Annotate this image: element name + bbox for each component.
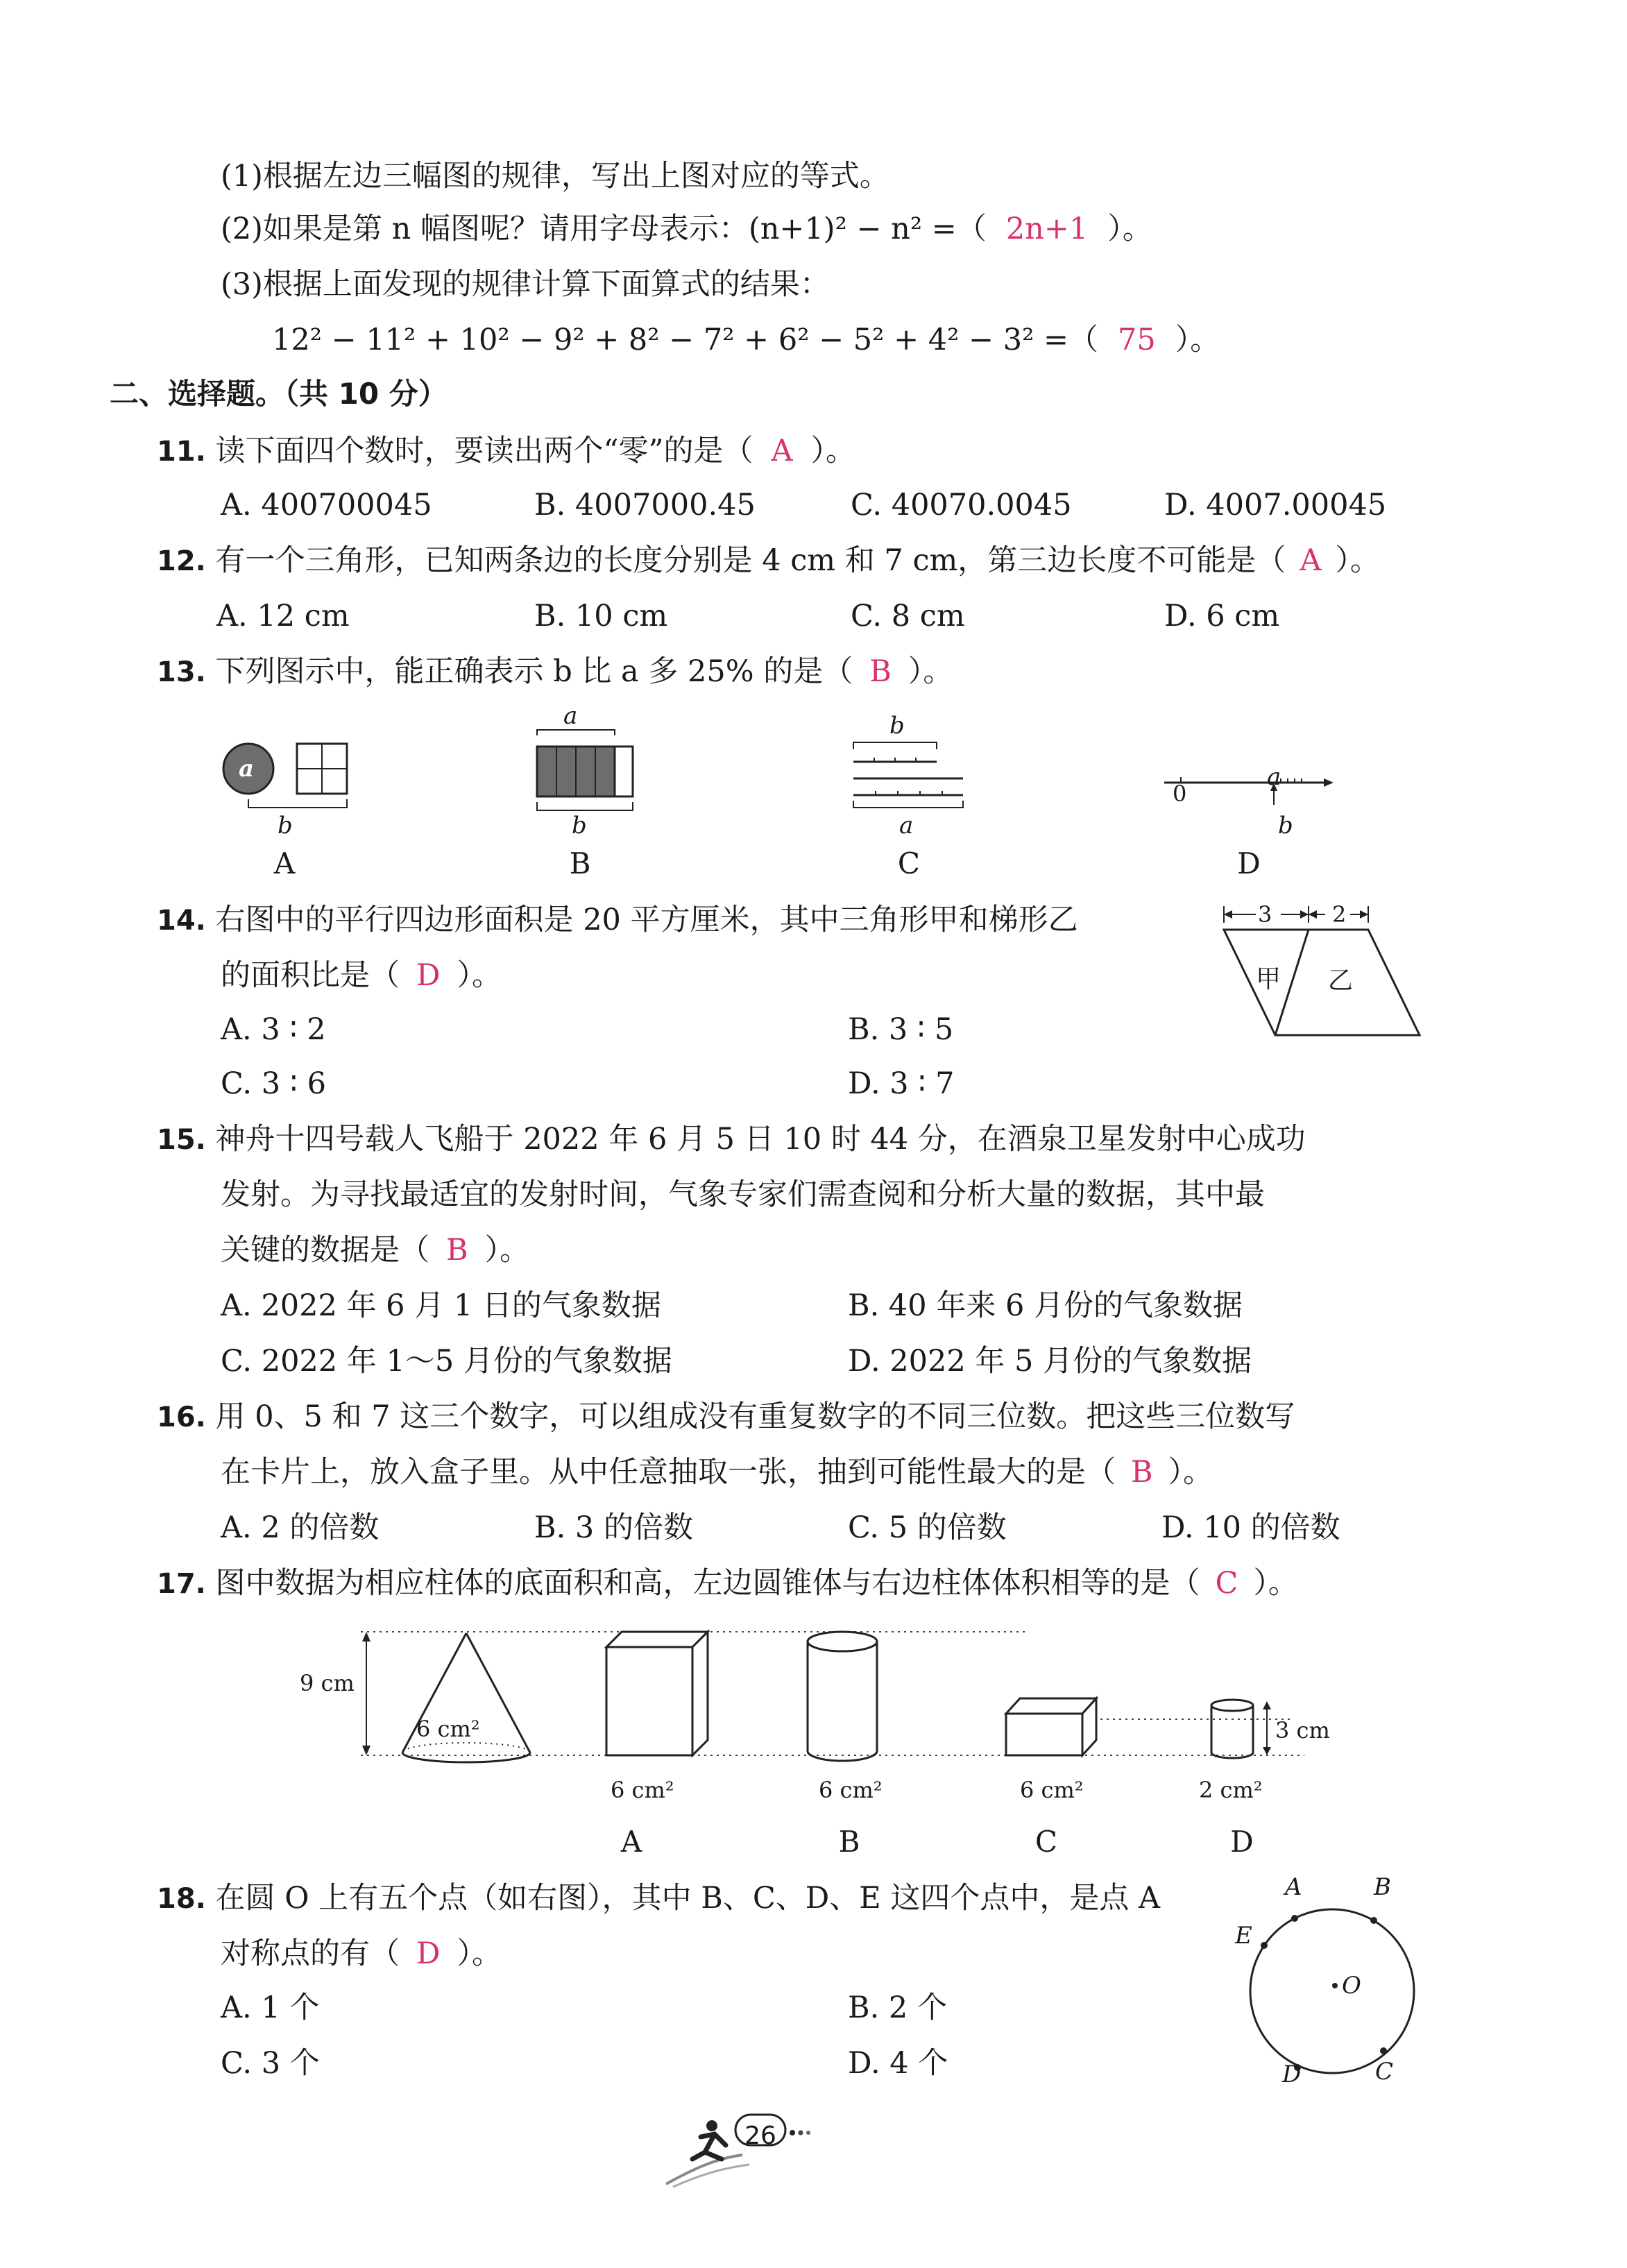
q10-sub2: (2)如果是第 n 幅图呢？请用字母表示：(n+1)² − n² =（ 2n+1 ）。 — [221, 212, 1152, 246]
q10-expr: 12² − 11² + 10² − 9² + 8² − 7² + 6² − 5² + 4² − 3² =（ 75 ）。 — [272, 323, 1220, 357]
q15-answer: B — [446, 1233, 468, 1268]
q13-a-var-b: b — [278, 812, 293, 839]
q17-base-a: 6 cm² — [611, 1777, 674, 1803]
q13-b-var-a: a — [563, 702, 578, 730]
q16-option-d: D. 10 的倍数 — [1161, 1510, 1340, 1545]
q18-point-c: C — [1375, 2058, 1394, 2086]
q11-stem: 11. 读下面四个数时，要读出两个“零”的是（ A ）。 — [157, 434, 856, 468]
q18-point-a: A — [1285, 1873, 1302, 1901]
q17-answer: C — [1215, 1566, 1238, 1601]
q13-label-b: B — [569, 846, 591, 880]
q13-label-a: A — [273, 846, 296, 880]
q17-d-height: 3 cm — [1275, 1717, 1330, 1743]
q10-expr-answer: 75 — [1118, 323, 1156, 357]
q13-stem: 13. 下列图示中，能正确表示 b 比 a 多 25% 的是（ B ）。 — [157, 654, 953, 689]
q16-option-a: A. 2 的倍数 — [221, 1510, 380, 1545]
q18-point-d: D — [1282, 2061, 1302, 2088]
q12-option-a: A. 12 cm — [216, 599, 350, 633]
q14-option-d: D. 3 ∶ 7 — [848, 1066, 955, 1101]
q17-label-d: D — [1230, 1825, 1254, 1859]
q18-option-b: B. 2 个 — [848, 1990, 947, 2025]
q11-option-a: A. 400700045 — [221, 488, 432, 522]
q15-stem-line3: 关键的数据是（ B ）。 — [221, 1233, 530, 1268]
section-title: 二、选择题。（共 10 分） — [110, 377, 448, 411]
q10-sub2-answer: 2n+1 — [1005, 212, 1089, 246]
q14-parallelogram-figure — [1214, 899, 1429, 1042]
q12-option-d: D. 6 cm — [1164, 599, 1280, 633]
q16-stem-line2: 在卡片上，放入盒子里。从中任意抽取一张，抽到可能性最大的是（ B ）。 — [221, 1455, 1213, 1490]
q17-cone-height: 9 cm — [300, 1670, 355, 1696]
q18-option-a: A. 1 个 — [221, 1990, 320, 2025]
q14-stem-line1: 14. 右图中的平行四边形面积是 20 平方厘米，其中三角形甲和梯形乙 — [157, 903, 1078, 937]
q18-option-d: D. 4 个 — [848, 2046, 948, 2081]
q17-solids-figure — [291, 1617, 1374, 1776]
q17-label-b: B — [838, 1825, 860, 1859]
q18-stem-line2: 对称点的有（ D ）。 — [221, 1936, 502, 1971]
q13-label-d: D — [1237, 846, 1261, 880]
q11-option-c: C. 40070.0045 — [851, 488, 1072, 522]
q13-d-var-a: a — [1267, 763, 1281, 791]
q15-option-c: C. 2022 年 1～5 月份的气象数据 — [221, 1344, 672, 1379]
q15-stem-line1: 15. 神舟十四号载人飞船于 2022 年 6 月 5 日 10 时 44 分，在酒泉卫星发射中心成功 — [157, 1122, 1306, 1157]
q14-option-b: B. 3 ∶ 5 — [848, 1012, 954, 1047]
q18-circle-figure — [1235, 1887, 1429, 2095]
q18-option-c: C. 3 个 — [221, 2046, 320, 2081]
q16-option-b: B. 3 的倍数 — [534, 1510, 693, 1545]
q13-c-var-b: b — [889, 712, 905, 740]
q13-b-var-b: b — [572, 812, 587, 839]
q17-label-a: A — [620, 1825, 642, 1859]
q13-answer: B — [869, 654, 892, 689]
q17-base-d: 2 cm² — [1199, 1777, 1263, 1803]
q12-answer: A — [1300, 543, 1322, 578]
q16-stem-line1: 16. 用 0、5 和 7 这三个数字，可以组成没有重复数字的不同三位数。把这些三位数写 — [157, 1399, 1295, 1434]
q11-answer: A — [771, 434, 793, 468]
q13-d-zero: 0 — [1173, 781, 1187, 807]
page-number: 26 — [744, 2122, 776, 2150]
q12-option-c: C. 8 cm — [851, 599, 965, 633]
q17-label-c: C — [1034, 1825, 1058, 1859]
q17-base-c: 6 cm² — [1020, 1777, 1084, 1803]
q18-point-o: O — [1342, 1972, 1361, 2000]
q15-option-b: B. 40 年来 6 月份的气象数据 — [848, 1288, 1243, 1323]
q14-answer: D — [416, 958, 441, 993]
q15-option-d: D. 2022 年 5 月份的气象数据 — [848, 1344, 1252, 1379]
q17-cone-base: 6 cm² — [416, 1716, 480, 1742]
q17-base-b: 6 cm² — [819, 1777, 883, 1803]
q14-label-yi: 乙 — [1328, 966, 1354, 995]
q13-c-var-a: a — [899, 812, 914, 839]
q11-option-d: D. 4007.00045 — [1164, 488, 1387, 522]
q15-stem-line2: 发射。为寻找最适宜的发射时间，气象专家们需查阅和分析大量的数据，其中最 — [221, 1177, 1265, 1212]
q13-d-var-b: b — [1278, 812, 1293, 839]
q14-option-c: C. 3 ∶ 6 — [221, 1066, 326, 1101]
q14-label-jia: 甲 — [1256, 965, 1281, 994]
q10-sub1: (1)根据左边三幅图的规律，写出上图对应的等式。 — [221, 159, 889, 194]
q12-option-b: B. 10 cm — [534, 599, 668, 633]
q18-point-b: B — [1374, 1873, 1391, 1901]
q18-point-e: E — [1235, 1922, 1252, 1950]
q15-option-a: A. 2022 年 6 月 1 日的气象数据 — [221, 1288, 661, 1323]
q12-stem: 12. 有一个三角形，已知两条边的长度分别是 4 cm 和 7 cm，第三边长度不可能是（ A ）。 — [157, 543, 1380, 578]
q14-dim-right: 2 — [1332, 901, 1347, 928]
q18-stem-line1: 18. 在圆 O 上有五个点（如右图），其中 B、C、D、E 这四个点中，是点 A — [157, 1881, 1161, 1916]
q16-option-c: C. 5 的倍数 — [848, 1510, 1007, 1545]
q18-answer: D — [416, 1936, 441, 1971]
q13-a-var-a: a — [239, 755, 255, 783]
q14-option-a: A. 3 ∶ 2 — [221, 1012, 326, 1047]
q17-stem: 17. 图中数据为相应柱体的底面积和高，左边圆锥体与右边柱体体积相等的是（ C ）。 — [157, 1566, 1298, 1601]
q11-option-b: B. 4007000.45 — [534, 488, 756, 522]
q14-stem-line2: 的面积比是（ D ）。 — [221, 958, 502, 993]
q13-label-c: C — [897, 846, 921, 880]
q10-sub3: (3)根据上面发现的规律计算下面算式的结果： — [221, 267, 830, 302]
q14-dim-left: 3 — [1258, 901, 1272, 928]
q16-answer: B — [1131, 1455, 1153, 1490]
